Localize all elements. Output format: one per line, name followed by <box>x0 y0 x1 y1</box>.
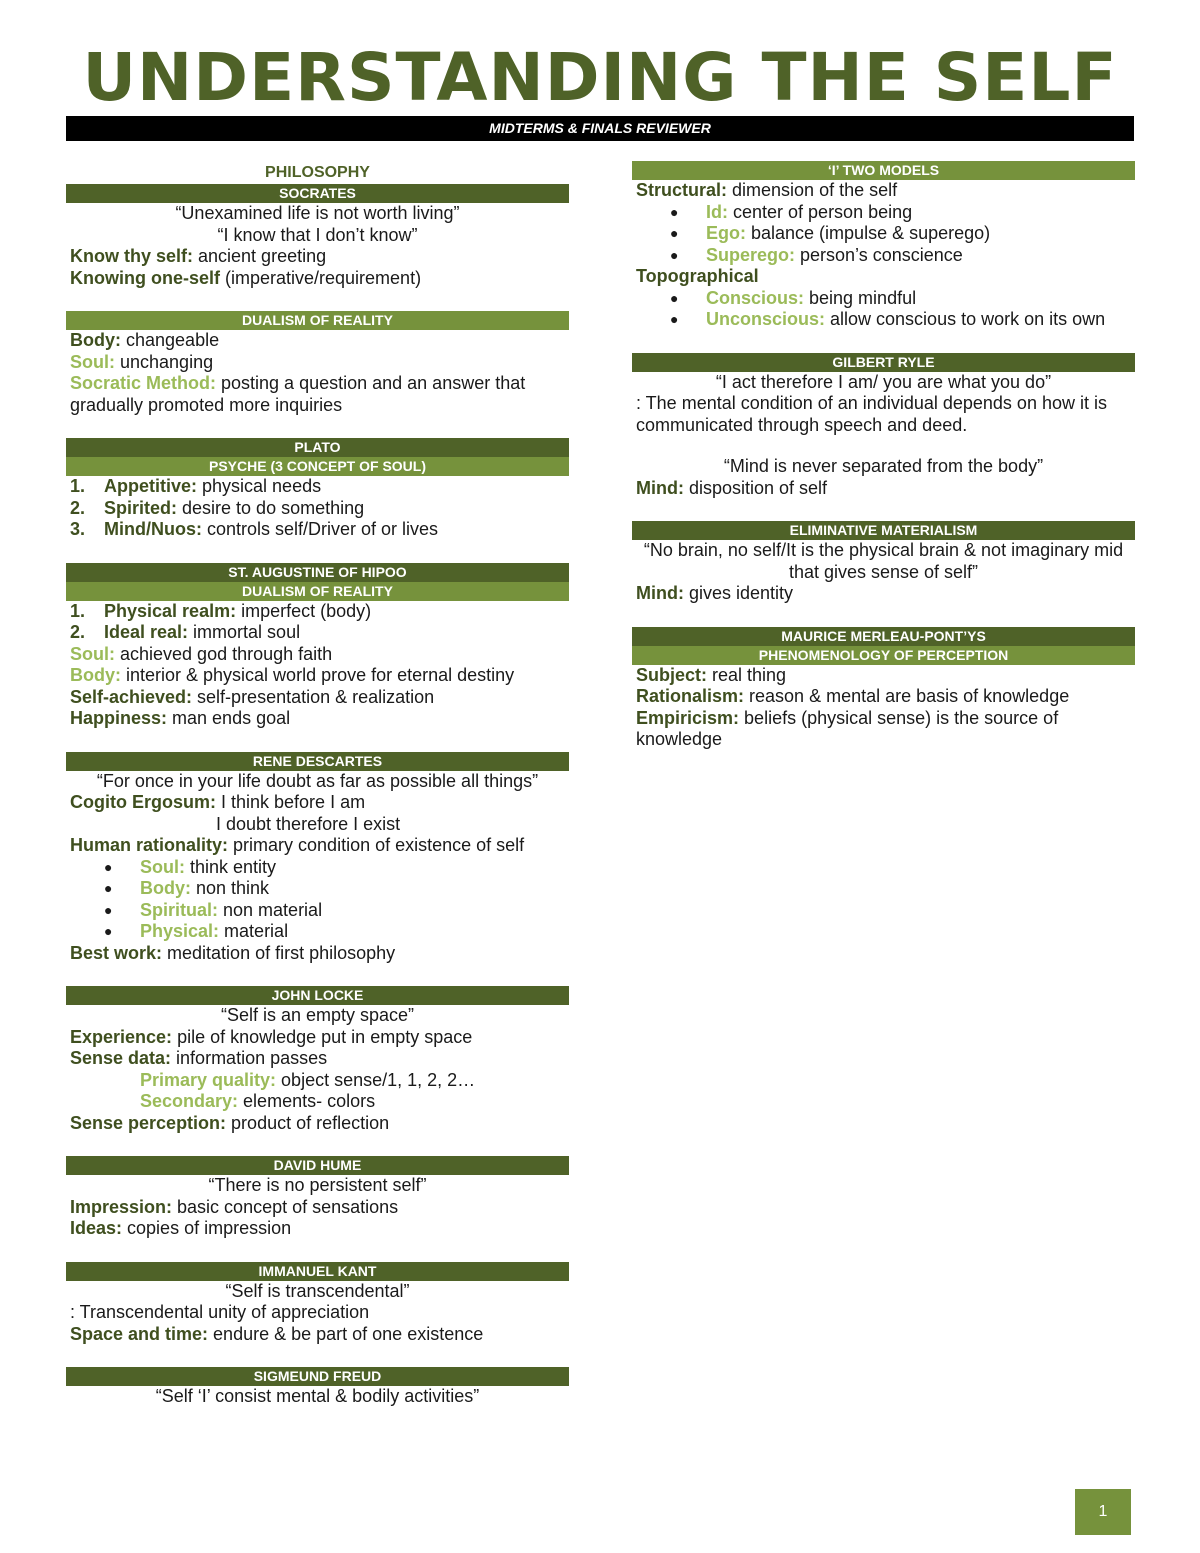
definition: changeable <box>121 330 220 350</box>
definition: endure & be part of one existence <box>208 1323 484 1344</box>
term: Knowing one-self <box>70 267 220 288</box>
definition-line <box>632 478 1135 500</box>
definition-line <box>632 583 1135 605</box>
definition-line <box>66 373 569 416</box>
term: Sense perception: <box>70 1112 227 1133</box>
definition-line <box>632 180 1135 202</box>
definition-line <box>66 1113 569 1135</box>
section-header: ST. AUGUSTINE OF HIPOO <box>66 563 569 582</box>
definition: object sense/1, 1, 2, 2… <box>276 1069 476 1090</box>
locke-section <box>66 986 569 1134</box>
term: Soul: <box>140 856 185 877</box>
quote: “There is no persistent self” <box>208 1175 427 1195</box>
definition: allow conscious to work on its own <box>825 309 1106 329</box>
section-header: JOHN LOCKE <box>66 986 569 1005</box>
merleau-section <box>632 627 1135 751</box>
list-number: 1. <box>70 476 86 496</box>
list-item <box>66 519 569 541</box>
left-column <box>66 162 569 1408</box>
quote: “Self is transcendental” <box>225 1280 410 1301</box>
definition: beliefs (physical sense) is the source of knowledge <box>636 707 1059 749</box>
term: Cogito Ergosum: <box>70 792 216 812</box>
definition: self-presentation & realization <box>192 686 435 707</box>
term: Spiritual: <box>140 899 219 920</box>
section-header: IMMANUEL KANT <box>66 1262 569 1281</box>
definition-line <box>632 708 1135 751</box>
kant-section <box>66 1262 569 1346</box>
bullet-icon: ● <box>104 858 113 875</box>
definition: center of person being <box>728 201 913 222</box>
definition: information passes <box>171 1048 328 1068</box>
definition: reason & mental are basis of knowledge <box>744 686 1070 706</box>
definition: meditation of first philosophy <box>162 942 396 963</box>
definition: posting a question and an answer that gradually promoted more inquiries <box>70 373 526 415</box>
bullet-icon: ● <box>104 923 113 939</box>
term: Space and time: <box>70 1323 209 1344</box>
definition-line <box>66 1048 569 1070</box>
section-header: GILBERT RYLE <box>632 353 1135 372</box>
term: Conscious: <box>706 287 805 308</box>
quote: “No brain, no self/It is the physical brain & not imaginary mid that gives sense of self” <box>643 540 1124 582</box>
term: Primary quality: <box>140 1069 277 1090</box>
list-item <box>66 601 569 623</box>
definition: basic concept of sensations <box>172 1196 399 1217</box>
augustine-section <box>66 563 569 730</box>
bullet-item <box>66 921 569 943</box>
term: Rationalism: <box>636 686 745 706</box>
list-number: 3. <box>70 519 86 539</box>
section-header: MAURICE MERLEAU-PONT’YS <box>632 627 1135 646</box>
term: Sense data: <box>70 1048 172 1068</box>
term: Body: <box>70 665 121 685</box>
definition-line <box>66 708 569 730</box>
quote: “Self ‘I’ consist mental & bodily activities” <box>155 1386 480 1406</box>
definition-line: : Transcendental unity of appreciation <box>70 1302 370 1322</box>
term: Appetitive: <box>104 476 198 496</box>
descartes-section <box>66 752 569 965</box>
section-header: SIGMEUND FREUD <box>66 1367 569 1386</box>
quote: “Unexamined life is not worth living” <box>175 203 460 223</box>
definition-line <box>66 1197 569 1219</box>
term: Mind/Nuos: <box>104 519 202 539</box>
definition: ancient greeting <box>193 246 327 266</box>
hume-section <box>66 1156 569 1240</box>
term: Ideal real: <box>104 622 189 642</box>
section-header: DAVID HUME <box>66 1156 569 1175</box>
term: Body: <box>70 330 121 350</box>
definition: imperfect (body) <box>236 600 372 621</box>
definition-line <box>66 268 569 290</box>
list-item <box>66 498 569 520</box>
definition: man ends goal <box>167 708 291 728</box>
term: Unconscious: <box>706 309 826 329</box>
list-number: 1. <box>70 600 86 621</box>
definition-line <box>66 1027 569 1049</box>
list-item <box>66 622 569 644</box>
term: Empiricism: <box>636 707 740 728</box>
term: Ideas: <box>70 1218 123 1238</box>
term: Socratic Method: <box>70 373 217 393</box>
bullet-item <box>632 202 1135 224</box>
bullet-item <box>632 223 1135 245</box>
definition: (imperative/requirement) <box>220 267 422 288</box>
definition: desire to do something <box>177 497 365 518</box>
eliminative-section <box>632 521 1135 605</box>
bullet-item <box>66 857 569 879</box>
quote: “Self is an empty space” <box>220 1005 415 1025</box>
term: Physical: <box>140 921 220 941</box>
section-header: ELIMINATIVE MATERIALISM <box>632 521 1135 540</box>
definition-line <box>66 1091 569 1113</box>
bullet-item <box>66 900 569 922</box>
document-title: UNDERSTANDING THE SELF <box>82 39 1118 116</box>
section-header: ‘I’ TWO MODELS <box>632 161 1135 180</box>
term: Impression: <box>70 1196 173 1217</box>
section-header: DUALISM OF REALITY <box>66 311 569 330</box>
definition: non material <box>218 899 323 920</box>
term: Soul: <box>70 351 115 372</box>
quote: “Mind is never separated from the body” <box>723 456 1044 476</box>
definition: interior & physical world prove for eternal destiny <box>121 665 515 685</box>
bullet-icon: ● <box>670 311 679 327</box>
bullet-icon: ● <box>670 246 679 263</box>
list-number: 2. <box>70 622 86 642</box>
definition-line <box>66 352 569 374</box>
definition-line <box>66 687 569 709</box>
right-column <box>632 161 1135 751</box>
definition: pile of knowledge put in empty space <box>172 1026 473 1047</box>
term: Spirited: <box>104 497 178 518</box>
term: Id: <box>706 201 728 222</box>
subtitle-bar: MIDTERMS & FINALS REVIEWER <box>66 116 1134 141</box>
definition: controls self/Driver of or lives <box>201 519 439 539</box>
definition: think entity <box>185 856 277 877</box>
list-number: 2. <box>70 497 86 518</box>
term: Mind: <box>636 583 684 603</box>
definition-line <box>66 1070 569 1092</box>
bullet-icon: ● <box>670 203 679 220</box>
term: Soul: <box>70 643 115 664</box>
socrates-section <box>66 184 569 289</box>
section-header: PLATO <box>66 438 569 457</box>
definition-line <box>66 1324 569 1346</box>
quote: “I act therefore I am/ you are what you do” <box>715 371 1052 392</box>
definition: elements- colors <box>238 1091 376 1111</box>
term: Best work: <box>70 942 163 963</box>
plato-section <box>66 438 569 541</box>
term: Physical realm: <box>104 600 237 621</box>
bullet-item <box>66 878 569 900</box>
term: Subject: <box>636 664 708 685</box>
definition-line <box>632 686 1135 708</box>
definition: person’s conscience <box>795 244 963 265</box>
two-models-section <box>632 161 1135 331</box>
section-subheader: PSYCHE (3 CONCEPT OF SOUL) <box>66 457 569 476</box>
definition: real thing <box>707 664 787 685</box>
definition: dimension of the self <box>727 180 898 200</box>
definition: disposition of self <box>683 477 828 498</box>
bullet-item <box>632 245 1135 267</box>
definition-line <box>66 665 569 687</box>
bullet-icon: ● <box>670 225 679 241</box>
definition: copies of impression <box>122 1218 292 1238</box>
definition-line <box>632 266 1135 288</box>
section-subheader: PHENOMENOLOGY OF PERCEPTION <box>632 646 1135 665</box>
term: Mind: <box>636 477 684 498</box>
bullet-icon: ● <box>670 289 679 306</box>
definition-line <box>66 1218 569 1240</box>
definition: being mindful <box>804 287 917 308</box>
term: Structural: <box>636 180 728 200</box>
term: Know thy self: <box>70 246 194 266</box>
definition: immortal soul <box>188 622 301 642</box>
ryle-section <box>632 353 1135 500</box>
definition: unchanging <box>115 351 214 372</box>
definition: balance (impulse & superego) <box>746 223 991 243</box>
definition-continuation: I doubt therefore I exist <box>216 813 401 834</box>
term: Experience: <box>70 1026 173 1047</box>
definition: primary condition of existence of self <box>228 835 525 855</box>
definition-line <box>66 330 569 352</box>
definition: product of reflection <box>226 1112 390 1133</box>
philosophy-heading: PHILOSOPHY <box>265 164 370 181</box>
definition: physical needs <box>197 476 322 496</box>
quote: “For once in your life doubt as far as possible all things” <box>96 770 539 791</box>
definition: achieved god through faith <box>115 643 333 664</box>
definition-line <box>632 665 1135 687</box>
term: Human rationality: <box>70 835 229 855</box>
definition: gives identity <box>683 583 794 603</box>
quote: “I know that I don’t know” <box>217 224 418 245</box>
definition-line: : The mental condition of an individual depends on how it is communicated through speech and deed. <box>636 393 1107 435</box>
freud-section <box>66 1367 569 1408</box>
section-header: RENE DESCARTES <box>66 752 569 771</box>
definition-line <box>66 943 569 965</box>
term: Body: <box>140 878 191 898</box>
definition-line <box>66 835 569 857</box>
section-header: SOCRATES <box>66 184 569 203</box>
definition-line <box>66 246 569 268</box>
definition-line <box>66 644 569 666</box>
page-number: 1 <box>1075 1489 1131 1535</box>
bullet-item <box>632 288 1135 310</box>
term: Superego: <box>706 244 796 265</box>
term: Happiness: <box>70 708 168 728</box>
section-subheader: DUALISM OF REALITY <box>66 582 569 601</box>
bullet-icon: ● <box>104 901 113 918</box>
definition: I think before I am <box>216 792 366 812</box>
term: Secondary: <box>140 1091 239 1111</box>
bullet-item <box>632 309 1135 331</box>
term: Topographical <box>636 266 759 286</box>
definition: material <box>219 921 289 941</box>
term: Self-achieved: <box>70 686 193 707</box>
definition: non think <box>191 878 270 898</box>
term: Ego: <box>706 223 746 243</box>
dualism-section <box>66 311 569 416</box>
bullet-icon: ● <box>104 880 113 896</box>
definition-line <box>66 792 569 814</box>
list-item <box>66 476 569 498</box>
